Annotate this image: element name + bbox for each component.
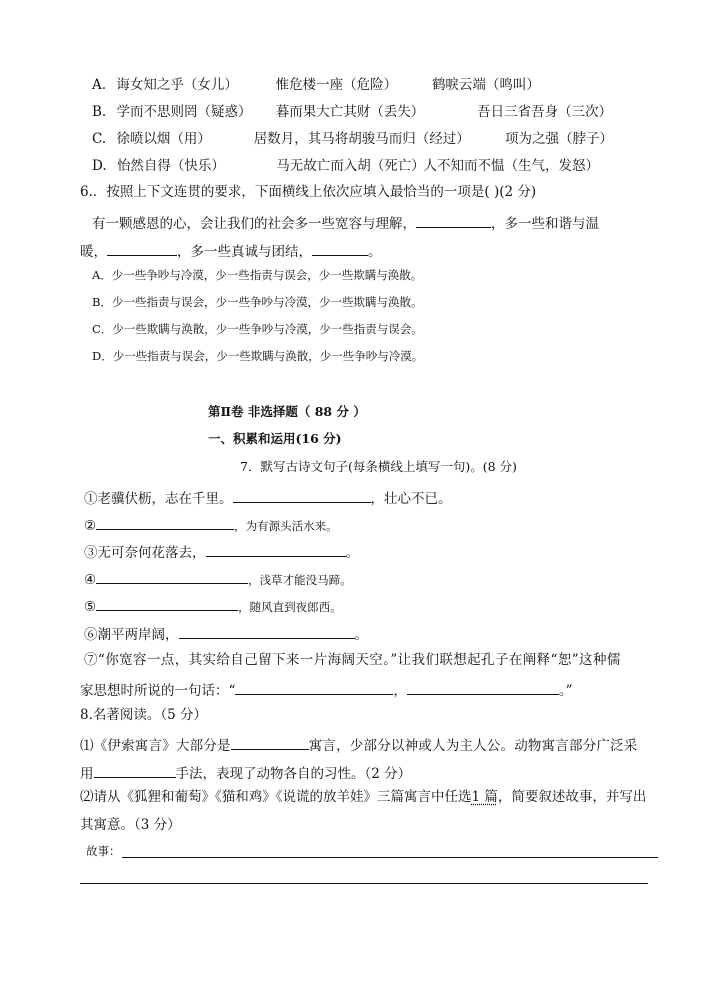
q6-option-c: C．少一些欺瞒与涣散，少一些争吵与冷漠，少一些指责与误会。 [92, 322, 423, 336]
line-text: ④ [84, 572, 97, 588]
option-item: 马无故亡而入胡（死亡） [276, 158, 425, 174]
part-heading: 一、积累和运用(16 分) [208, 431, 342, 446]
answer-blank[interactable] [96, 570, 248, 584]
q7-line-4 [84, 570, 352, 588]
option-letter: B. [92, 104, 107, 120]
line-text: ② [84, 518, 97, 534]
answer-blank[interactable] [96, 516, 234, 530]
q7-line-3 [84, 543, 359, 561]
q7-line-7: ⑦“你宽容一点，其实给自己留下来一片海阔天空。”让我们联想起孔子在阐释“恕”这种儒 [84, 652, 621, 668]
q5-option-a [92, 79, 540, 93]
line-text: ⑴《伊索寓言》大部分是 [80, 738, 231, 754]
q5-option-b [92, 106, 612, 120]
q7-stem: 7．默写古诗文句子(每条横线上填写一句)。(8 分) [240, 459, 517, 474]
option-letter: A. [92, 77, 107, 93]
line-text: 手法，表现了动物各自的习性。（2 分） [175, 766, 412, 782]
answer-blank[interactable] [94, 764, 176, 778]
option-letter: D. [92, 158, 107, 174]
q7-line-7-cont [80, 681, 573, 699]
option-item: 惟危楼一座（危险） [275, 77, 398, 93]
story-label: 故事： [86, 844, 121, 858]
q7-line-5 [84, 597, 342, 615]
q6-option-d: D．少一些指责与误会，少一些欺瞒与涣散，少一些争吵与冷漠。 [92, 349, 424, 363]
line-text: 。 [345, 545, 359, 561]
answer-blank[interactable] [206, 543, 346, 557]
q8-stem: 8.名著阅读。（5 分） [80, 707, 208, 723]
q5-option-d [92, 160, 599, 174]
answer-blank[interactable] [231, 736, 309, 750]
passage-text: ，多一些和谐与温 [491, 216, 599, 232]
q6-option-b: B．少一些指责与误会，少一些争吵与冷漠，少一些欺瞒与涣散。 [92, 295, 423, 309]
option-item: 学而不思则罔（疑惑） [116, 104, 252, 120]
line-text: ， [393, 683, 407, 699]
option-letter: C. [92, 131, 107, 147]
passage-text: 暖， [80, 244, 107, 260]
option-item: 鹤唳云端（鸣叫） [431, 77, 540, 93]
q6-passage-line-2 [80, 242, 382, 260]
answer-blank[interactable] [107, 242, 177, 256]
emphasized-text: 1 篇 [471, 789, 498, 805]
line-text: ⑥潮平两岸阔， [84, 627, 179, 643]
option-item: 暮而果大亡其财（丢失） [275, 104, 425, 120]
line-text: 。” [558, 683, 573, 699]
q5-option-c [92, 133, 613, 147]
answer-blank[interactable] [407, 681, 559, 695]
q7-line-1 [84, 489, 452, 507]
line-text: ⑵请从《狐狸和葡萄》《猫和鸡》《说谎的放羊娃》三篇寓言中任选 [80, 789, 472, 805]
line-text: ，随风直到夜郎西。 [238, 600, 342, 614]
story-answer-line[interactable] [80, 883, 648, 884]
q6-passage-line-1 [92, 214, 599, 232]
q8-part-1-cont [80, 764, 411, 782]
line-text: ⑤ [84, 599, 97, 615]
q8-part-2-cont: 其寓意。（3 分） [80, 817, 181, 833]
answer-blank[interactable] [179, 625, 355, 639]
line-text: 。 [354, 627, 368, 643]
option-item: 居数月，其马将胡骏马而归（经过） [253, 131, 470, 147]
line-text: ①老骥伏枥，志在千里。 [84, 491, 233, 507]
line-text: ，浅草才能没马蹄。 [248, 573, 352, 587]
q6-option-a: A．少一些争吵与冷漠，少一些指责与误会，少一些欺瞒与涣散。 [92, 268, 423, 282]
option-item: 怡然自得（快乐） [116, 158, 225, 174]
q6-stem: 6.．按照上下文连贯的要求，下面横线上依次应填入最恰当的一项是( )(2 分) [80, 184, 537, 200]
q8-part-1 [80, 736, 638, 754]
line-text: 寓言，少部分以神或人为主人公。动物寓言部分广泛采 [308, 738, 638, 754]
option-item: 人不知而不愠（生气，发怒） [423, 158, 600, 174]
q7-line-2 [84, 516, 338, 534]
option-item: 诲女知之乎（女儿） [116, 77, 238, 93]
passage-text: 。 [368, 244, 382, 260]
section-title: 第Ⅱ卷 非选择题（ 88 分 ） [208, 404, 366, 419]
option-item: 徐喷以烟（用） [116, 131, 211, 147]
passage-text: 有一颗感恩的心，会让我们的社会多一些宽容与理解， [92, 216, 416, 232]
passage-text: ，多一些真诚与团结， [177, 244, 312, 260]
option-item: 吾日三省吾身（三次） [477, 104, 613, 120]
line-text: 家思想时所说的一句话：“ [80, 683, 236, 699]
line-text: ③无可奈何花落去， [84, 545, 206, 561]
line-text: ，壮心不已。 [370, 491, 452, 507]
answer-blank[interactable] [416, 214, 491, 228]
q7-line-6 [84, 625, 368, 643]
line-text: ，简要叙述故事，并写出 [497, 789, 647, 805]
story-answer-line[interactable] [122, 857, 658, 858]
answer-blank[interactable] [96, 597, 238, 611]
q8-part-2 [80, 791, 646, 805]
answer-blank[interactable] [233, 489, 371, 503]
option-item: 项为之强（脖子） [505, 131, 614, 147]
answer-blank[interactable] [312, 242, 368, 256]
line-text: ，为有源头活水来。 [234, 519, 338, 533]
line-text: 用 [80, 766, 94, 782]
answer-blank[interactable] [235, 681, 393, 695]
